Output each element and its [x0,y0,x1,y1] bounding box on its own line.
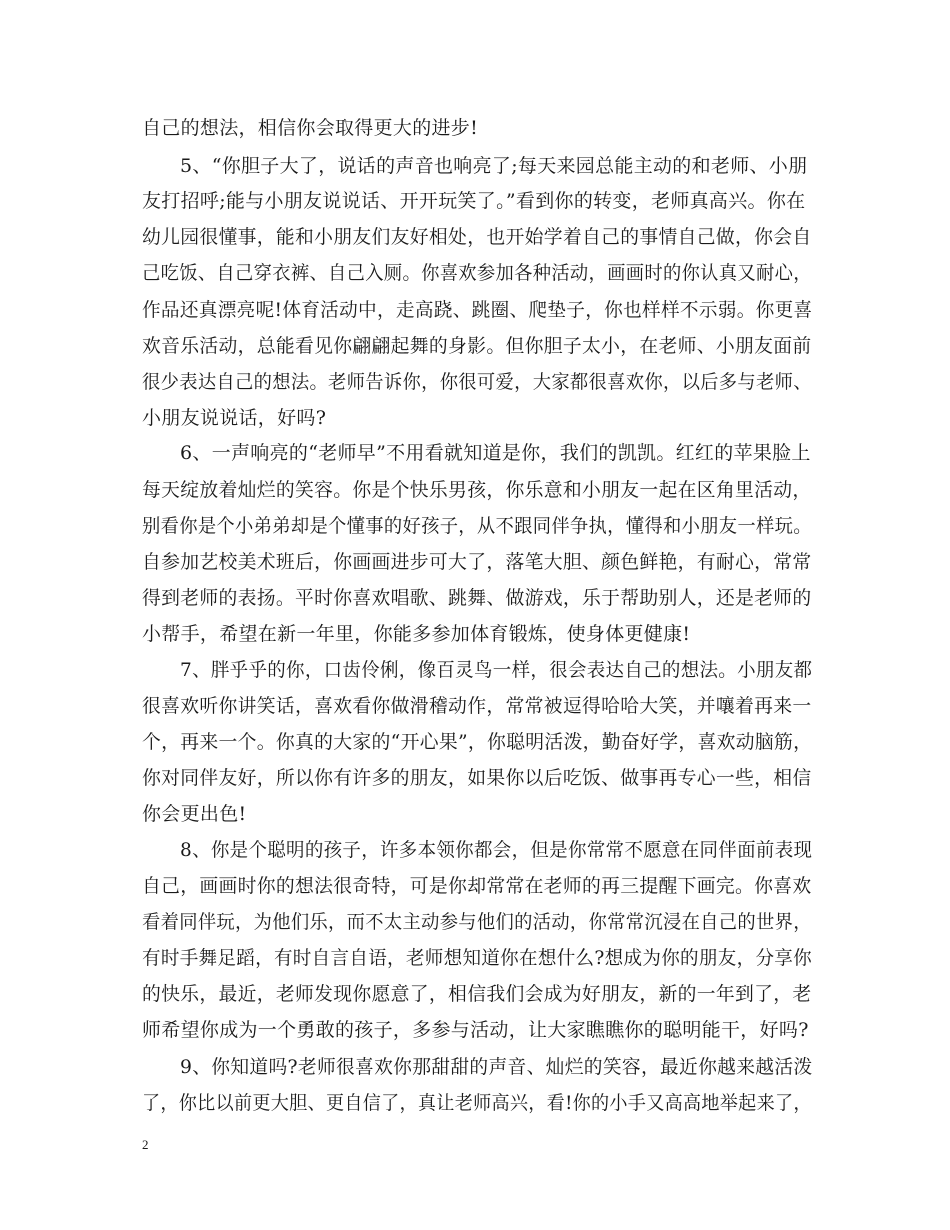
text-line: 看着同伴玩，为他们乐，而不太主动参与他们的活动，你常常沉浸在自己的世界， [142,911,812,933]
text-line: 自参加艺校美术班后，你画画进步可大了，落笔大胆、颜色鲜艳，有耐心，常常 [142,551,812,573]
text-line: 己吃饭、自己穿衣裤、自己入厕。你喜欢参加各种活动，画画时的你认真又耐心， [142,262,812,284]
text-line: 别看你是个小弟弟却是个懂事的好孩子，从不跟同伴争执，懂得和小朋友一样玩。 [142,515,812,537]
text-line: 个，再来一个。你真的大家的“开心果”，你聪明活泼，勤奋好学，喜欢动脑筋， [142,731,813,753]
text-line: 自己，画画时你的想法很奇特，可是你却常常在老师的再三提醒下画完。你喜欢 [142,875,812,897]
text-line: 得到老师的表扬。平时你喜欢唱歌、跳舞、做游戏，乐于帮助别人，还是老师的 [142,587,812,609]
text-line: 自己的想法，相信你会取得更大的进步! [142,117,479,139]
page-number: 2 [142,1137,149,1152]
text-line: 你会更出色! [142,803,247,825]
text-line: 8、你是个聪明的孩子，许多本领你都会，但是你常常不愿意在同伴面前表现 [180,839,813,861]
text-line: 小帮手，希望在新一年里，你能多参加体育锻炼，使身体更健康! [142,623,691,645]
text-line: 很喜欢听你讲笑话，喜欢看你做滑稽动作，常常被逗得哈哈大笑，并嚷着再来一 [142,695,812,717]
text-line: 5、“你胆子大了，说话的声音也响亮了;每天来园总能主动的和老师、小朋 [180,155,808,177]
text-line: 9、你知道吗?老师很喜欢你那甜甜的声音、灿烂的笑容，最近你越来越活泼 [180,1056,813,1078]
text-line: 的快乐，最近，老师发现你愿意了，相信我们会成为好朋友，新的一年到了，老 [142,983,812,1005]
text-line: 你对同伴友好，所以你有许多的朋友，如果你以后吃饭、做事再专心一些，相信 [142,767,812,789]
text-line: 友打招呼;能与小朋友说说话、开开玩笑了。”看到你的转变，老师真高兴。你在 [142,190,806,212]
text-line: 欢音乐活动，总能看见你翩翩起舞的身影。但你胆子太小，在老师、小朋友面前 [142,335,812,357]
text-line: 6、一声响亮的“老师早”不用看就知道是你，我们的凯凯。红红的苹果脸上 [180,442,811,464]
text-line: 有时手舞足蹈，有时自言自语，老师想知道你在想什么?想成为你的朋友，分享你 [142,947,812,969]
text-line: 很少表达自己的想法。老师告诉你，你很可爱，大家都很喜欢你，以后多与老师、 [142,371,812,393]
text-line: 师希望你成为一个勇敢的孩子，多参与活动，让大家瞧瞧你的聪明能干，好吗? [142,1019,809,1041]
text-line: 了，你比以前更大胆、更自信了，真让老师高兴，看!你的小手又高高地举起来了， [142,1092,812,1114]
text-line: 幼儿园很懂事，能和小朋友们友好相处，也开始学着自己的事情自己做，你会自 [142,226,812,248]
text-line: 7、胖乎乎的你，口齿伶俐，像百灵鸟一样，很会表达自己的想法。小朋友都 [180,659,813,681]
text-line: 每天绽放着灿烂的笑容。你是个快乐男孩，你乐意和小朋友一起在区角里活动， [142,479,812,501]
text-line: 小朋友说说话，好吗? [142,407,327,429]
text-line: 作品还真漂亮呢!体育活动中，走高跷、跳圈、爬垫子，你也样样不示弱。你更喜 [142,299,813,321]
